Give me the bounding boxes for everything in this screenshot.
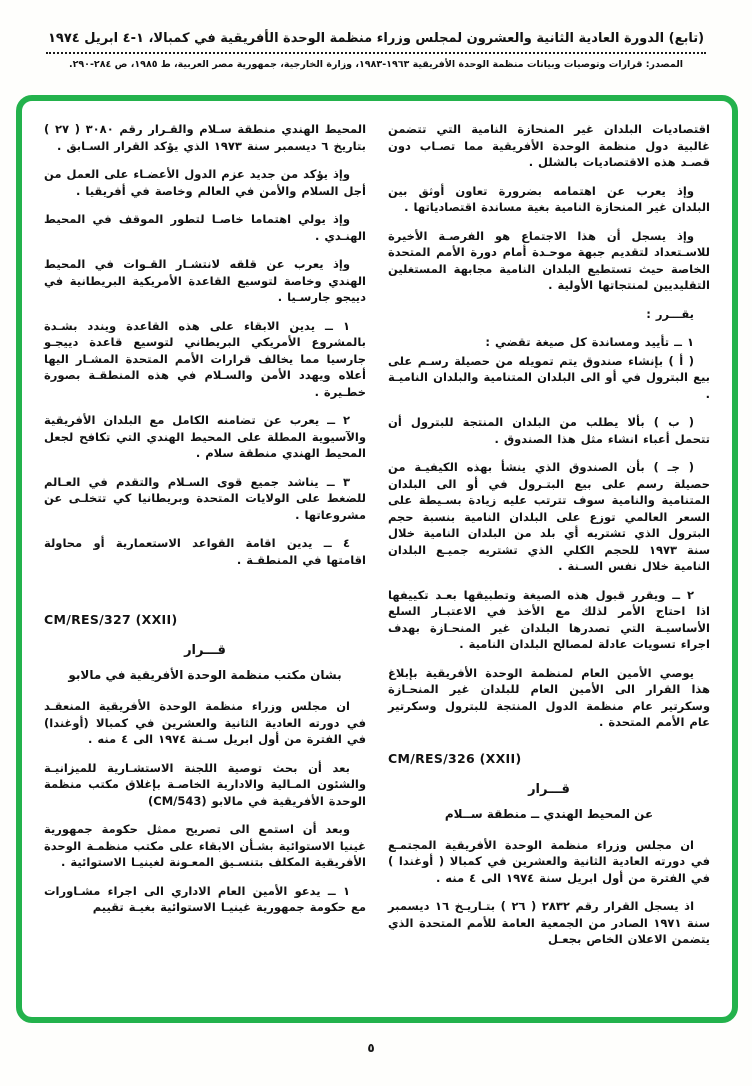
paragraph: ٣ ــ يناشد جميع قوى السـلام والتقدم في العـالم للضغط على الولايات المتحدة وبريطانيا كي تتخلـى عن مشروعاتها .	[44, 474, 366, 522]
left-column	[44, 121, 366, 1003]
paragraph: وإذ يؤكد من جديد عزم الدول الأعضـاء على العمل من أجل السلام والأمن في العالم وخاصة في أفريقيا .	[44, 167, 366, 198]
paragraph: ان مجلس وزراء منظمة الوحدة الأفريقية المجتمـع في دورته العادية الثانية والعشرين في كمبالا ( أوغندا ) في الفترة من أول ابريل سنة ١٩٧٤ الى ٤ منه .	[388, 837, 710, 885]
resolution-code: CM/RES/327 (XXII)	[44, 612, 178, 627]
paragraph: اذ يسجل القرار رقم ٢٨٣٢ ( ٢٦ ) بتـاريـخ ١٦ ديسمبر سنة ١٩٧١ الصادر من الجمعية العامة للأمم المتحدة الذي يتضمن الاعلان الخاص بجعـل	[388, 899, 711, 946]
resolution-subtitle: بشان مكتب منظمة الوحدة الأفريقية في مالابو	[68, 668, 342, 682]
resolution-title: قـــرار	[528, 781, 570, 797]
header-session-title: (تابع) الدورة العادية الثانية والعشرون لمجلس وزراء منظمة الوحدة الأفريقية في كمبالا، ١-٤ ابريل ١٩٧٤	[47, 31, 705, 46]
paragraph: ٢ ــ ويقرر قبول هذه الصيغة وتطبيقها بعـد تكييفها اذا احتاج الأمر لذلك مع الأخذ في الاعتبـار السلع الأساسيـة التي تصدرها البلدان غير المنحـازة بهدف اجراء تسويات عادلة لمصالح البلدان النامية .	[388, 587, 710, 651]
paragraph: يقـــرر :	[646, 306, 694, 321]
right-column	[388, 121, 710, 1003]
paragraph: ان مجلس وزراء منظمة الوحدة الأفريقية المنعقـد في دورته العادية الثانية والعشرين في كمبالا (أوغندا) في الفترة من أول ابريل سـنة ١٩٧٤ الى ٤ منه .	[44, 699, 366, 746]
paragraph: ( جـ ) بأن الصندوق الذي ينشأ بهذه الكيفيـة من حصيلة رسم على بيع البتـرول في أو الى البلدان المتنامية والنامية سوف تترتب عليه زيادة بسـيطة على السعر العالمي توزع على البلدان النامية بنسبة حجم البترول الذي تشتريه أي بلد من البلدان النامية خلال سنة ١٩٧٣ للحجم الكلي الذي تشتريه جميـع البلدان النامية خلال نفس السـنة .	[388, 460, 710, 573]
paragraph: ٢ ــ يعرب عن تضامنه الكامل مع البلدان الأفريقية والآسيوية المطلة على المحيط الهندي التي تكافح لجعل المحيط الهندي منطقة سلام .	[44, 413, 366, 460]
paragraph: ١ ــ يدين الابقاء على هذه القاعدة ويندد بشـدة بالمشروع الأمريكي البريطاني لتوسيع قاعدة دييجـو جارسيا مما يخالف قرارات الأمم المتحدة المشـار اليها أعلاه ويهدد الأمن والسـلام في هذه المنطقـة بصورة خطـيرة .	[44, 318, 366, 399]
paragraph: ( ب ) بألا يطلب من البلدان المنتجة للبترول أن تتحمل أعباء انشاء مثل هذا الصندوق .	[388, 415, 710, 446]
page-number: ٥	[367, 1041, 375, 1055]
page-header	[40, 30, 712, 72]
paragraph: ٤ ــ يدين اقامة القواعد الاستعمارية أو محاولة اقامتها في المنطقـة .	[44, 536, 366, 567]
paragraph: وإذ يعرب عن قلقه لانتشـار القـوات في المحيط الهندي وخاصة لتوسيع القاعدة الأمريكية البريطانية في دييجو جارسـيا .	[44, 257, 366, 304]
paragraph: بعد أن بحث توصية اللجنة الاستشـارية للميزانيـة والشئون المـالية والادارية الخاصـة بإغلاق مكتب منظمة الوحدة الأفريقية في مالابو (CM/543)	[44, 760, 366, 808]
resolution-code: CM/RES/326 (XXII)	[388, 750, 522, 766]
paragraph: وإذ يعرب عن اهتمامه بضرورة تعاون أوثق بين البلدان غير المنحازة النامية بغية مساندة اقتصادياتها .	[388, 183, 710, 214]
content-border-box	[16, 95, 738, 1023]
paragraph: ( أ ) بإنشاء صندوق يتم تمويله من حصيلة رسـم على بيع البترول في أو الى البلدان المتنامية والبلدان الناميـة .	[388, 353, 710, 401]
resolution-subtitle: عن المحيط الهندي ــ منطقة ســلام	[444, 806, 654, 821]
paragraph: اقتصاديات البلدان غير المنحازة النامية التي تتضمن غالبية دول منظمة الوحدة الأفريقية مما تصـاب دون قصـد هذه الاقتصاديات بالشلل .	[388, 122, 710, 169]
header-source-line: المصدر: قرارات وتوصيات وبيانات منظمة الوحدة الأفريقية ١٩٦٣-١٩٨٣، وزارة الخارجية، جمهورية مصر العربية، ط ١٩٨٥، ص ٢٨٤-٢٩٠.	[68, 59, 684, 70]
resolution-title: قـــرار	[184, 643, 226, 658]
paragraph: ١ ــ يدعو الأمين العام الاداري الى اجراء مشـاورات مع حكومة جمهورية غينيـا الاستوائية بغيـة تقييم	[44, 883, 366, 914]
header-divider	[46, 52, 706, 54]
paragraph: يوصي الأمين العام لمنظمة الوحدة الأفريقية بإبلاغ هذا القرار الى الأمين العام للبلدان غير المنحـازة وسكرتير عام منظمة الدول المنتجة للبترول وسكرتير عام الأمم المتحدة .	[388, 665, 710, 729]
paragraph: ١ ــ تأييد ومساندة كل صيغة تقضي :	[485, 335, 694, 349]
paragraph: وبعد أن استمع الى تصريح ممثل حكومة جمهورية غينيا الاستوائية بشـأن الابقاء على مكتب منظمـة الوحدة الأفريقية المكلف بتنسـيق المعـونة لغينيـا الاستوائية .	[44, 822, 366, 869]
paragraph: وإذ يولي اهتماما خاصـا لتطور الموقف في المحيط الهنـدي .	[44, 212, 366, 243]
two-column-layout	[44, 121, 710, 1003]
paragraph: المحيط الهندي منطقة سـلام والقـرار رقم ٣٠٨٠ ( ٢٧ ) بتاريخ ٦ ديسمبر سنة ١٩٧٣ الذي يؤكد القرار السـابق .	[44, 122, 367, 153]
paragraph: وإذ يسجل أن هذا الاجتماع هو الفرصـة الأخيرة للاسـتعداد لتقديم جبهة موحـدة أمام دورة الأمم المتحدة الخاصة حيث تستطيع البلدان النامية مجابهة المستغلين التقليديين لمنتجاتها الأولية .	[388, 228, 710, 292]
